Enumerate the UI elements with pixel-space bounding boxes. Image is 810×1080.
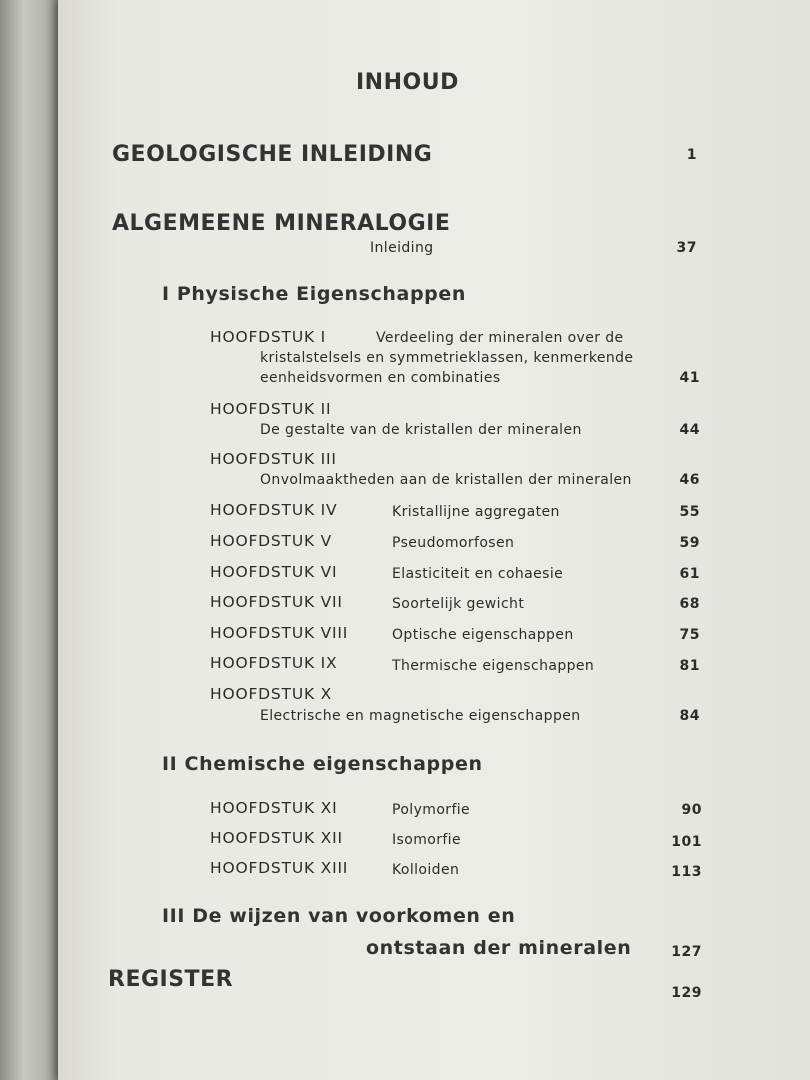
toc-chapter-label: HOOFDSTUK V [210,532,333,550]
toc-page-number: 68 [679,596,700,612]
toc-chapter-label: HOOFDSTUK I [210,328,327,346]
toc-page-number: 61 [679,566,700,582]
toc-page-number: 101 [671,834,702,850]
toc-chapter-title: Polymorfie [392,802,471,818]
toc-page-number: 84 [679,708,700,724]
toc-chapter-title-continued: eenheidsvormen en combinaties [260,370,501,386]
toc-chapter-title: Pseudomorfosen [392,535,515,551]
toc-chapter-label: HOOFDSTUK III [210,450,337,468]
toc-chapter-title: Electrische en magnetische eigenschappen [260,708,581,724]
book-page [58,0,810,1080]
toc-part-3-heading: III De wijzen van voorkomen en [162,905,516,927]
toc-chapter-title: De gestalte van de kristallen der mineralen [260,422,582,438]
toc-page-number: 81 [679,658,700,674]
toc-page-number: 41 [679,370,700,386]
toc-page-number: 37 [676,240,697,256]
toc-register: REGISTER [108,967,234,992]
toc-chapter-label: HOOFDSTUK IX [210,654,338,672]
toc-chapter-title: Elasticiteit en cohaesie [392,566,564,582]
book-spine-shadow [0,0,60,1080]
toc-inleiding: Inleiding [370,240,434,256]
toc-chapter-title: Thermische eigenschappen [392,658,595,674]
toc-page-number: 46 [679,472,700,488]
toc-chapter-title: Verdeeling der mineralen over de [376,330,624,346]
toc-chapter-title: Optische eigenschappen [392,627,574,643]
page-title: INHOUD [356,70,459,95]
toc-chapter-label: HOOFDSTUK VIII [210,624,349,642]
toc-part-3-heading-continued: ontstaan der mineralen [366,937,632,959]
toc-chapter-label: HOOFDSTUK VI [210,563,338,581]
toc-chapter-title: Soortelijk gewicht [392,596,525,612]
toc-chapter-label: HOOFDSTUK II [210,400,332,418]
toc-chapter-label: HOOFDSTUK VII [210,593,343,611]
toc-chapter-label: HOOFDSTUK XI [210,799,338,817]
toc-page-number: 59 [679,535,700,551]
toc-chapter-label: HOOFDSTUK X [210,685,333,703]
toc-page-number: 127 [671,944,702,960]
toc-geologische-inleiding: GEOLOGISCHE INLEIDING [112,142,433,167]
toc-algemeene-mineralogie: ALGEMEENE MINERALOGIE [112,211,451,236]
toc-page-number: 129 [671,985,702,1001]
toc-chapter-title: Onvolmaaktheden aan de kristallen der mineralen [260,472,632,488]
toc-chapter-label: HOOFDSTUK XIII [210,859,349,877]
toc-page-number: 55 [679,504,700,520]
toc-part-2-heading: II Chemische eigenschappen [162,753,483,775]
toc-chapter-label: HOOFDSTUK XII [210,829,343,847]
toc-page-number: 90 [681,802,702,818]
toc-chapter-title-continued: kristalstelsels en symmetrieklassen, kenmerkende [260,350,634,366]
toc-chapter-title: Kristallijne aggregaten [392,504,560,520]
toc-page-number: 75 [679,627,700,643]
toc-chapter-title: Isomorfie [392,832,461,848]
toc-page-number: 1 [686,147,697,163]
toc-page-number: 113 [671,864,702,880]
toc-page-number: 44 [679,422,700,438]
toc-chapter-title: Kolloiden [392,862,460,878]
toc-part-1-heading: I Physische Eigenschappen [162,283,466,305]
toc-chapter-label: HOOFDSTUK IV [210,501,338,519]
